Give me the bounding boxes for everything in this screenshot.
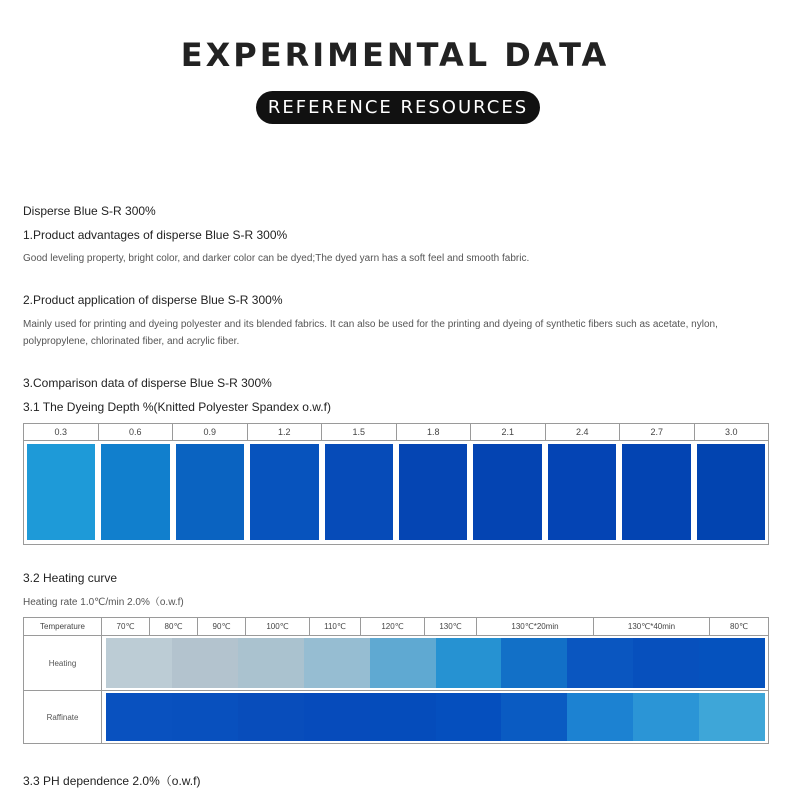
heating-header-cell: 130℃*20min bbox=[477, 618, 594, 635]
heating-header-cell: Temperature bbox=[24, 618, 102, 635]
product-name: Disperse Blue S-R 300% bbox=[23, 204, 156, 218]
raffinate-row bbox=[24, 690, 768, 743]
depth-swatch-cell bbox=[396, 444, 470, 541]
raffinate-color-block bbox=[699, 693, 765, 741]
depth-header-cell: 0.6 bbox=[99, 424, 174, 440]
depth-swatch-cell bbox=[247, 444, 321, 541]
depth-swatch-cell bbox=[173, 444, 247, 541]
depth-swatch-cell bbox=[694, 444, 768, 541]
heating-header-cell: 80℃ bbox=[730, 622, 748, 631]
heating-header-cell: 90℃ bbox=[198, 618, 246, 635]
depth-header-cell: 1.8 bbox=[397, 424, 472, 440]
heating-row bbox=[24, 636, 768, 690]
heating-color-block bbox=[436, 638, 502, 688]
section-3-1-title: 3.1 The Dyeing Depth %(Knitted Polyester Spandex o.w.f) bbox=[23, 400, 331, 414]
dyeing-depth-swatch-row bbox=[24, 441, 768, 544]
depth-header-cell: 2.1 bbox=[471, 424, 546, 440]
heating-color-strip bbox=[102, 636, 768, 690]
color-swatch bbox=[27, 444, 95, 540]
raffinate-row-label: Raffinate bbox=[24, 691, 102, 743]
heating-color-block bbox=[304, 638, 370, 688]
depth-header-cell: 2.7 bbox=[620, 424, 695, 440]
color-swatch bbox=[697, 444, 765, 540]
heating-color-block bbox=[106, 638, 172, 688]
heating-header-cell: 100℃ bbox=[246, 618, 310, 635]
section-3-2-title: 3.2 Heating curve bbox=[23, 571, 118, 585]
section-3-title: 3.Comparison data of disperse Blue S-R 300% bbox=[23, 376, 272, 390]
section-2-text: Mainly used for printing and dyeing polyester and its blended fabrics. It can also be used for the printing and dyeing of synthetic fibers such as acetate, nylon, polypropylene, chlorinated fiber, and acrylic fiber. bbox=[23, 319, 718, 347]
raffinate-color-block bbox=[370, 693, 436, 741]
heating-row-label: Heating bbox=[24, 636, 102, 690]
heating-header-cell: 80℃ bbox=[150, 618, 198, 635]
color-swatch bbox=[250, 444, 318, 540]
heating-rate-text: Heating rate 1.0℃/min 2.0%（o.w.f) bbox=[23, 597, 184, 608]
raffinate-color-block bbox=[238, 693, 304, 741]
raffinate-color-block bbox=[501, 693, 567, 741]
depth-header-cell: 2.4 bbox=[546, 424, 621, 440]
heating-header-cell: 120℃ bbox=[361, 618, 425, 635]
raffinate-color-block bbox=[172, 693, 238, 741]
heating-header-cell: 130℃*40min bbox=[594, 618, 710, 635]
raffinate-color-strip bbox=[102, 691, 768, 743]
heating-curve-table bbox=[23, 617, 769, 744]
depth-swatch-cell bbox=[545, 444, 619, 541]
depth-header-cell: 0.3 bbox=[24, 424, 99, 440]
heating-header-cell: 130℃ bbox=[425, 618, 477, 635]
raffinate-color-block bbox=[567, 693, 633, 741]
raffinate-color-block bbox=[304, 693, 370, 741]
heating-header-cell: 70℃ bbox=[102, 618, 150, 635]
heating-color-block bbox=[238, 638, 304, 688]
heating-header-cell: 110℃ bbox=[310, 618, 361, 635]
depth-swatch-cell bbox=[619, 444, 693, 541]
page-title: EXPERIMENTAL DATA bbox=[180, 36, 610, 74]
section-1-text: Good leveling property, bright color, and darker color can be dyed;The dyed yarn has a soft feel and smooth fabric. bbox=[23, 253, 530, 264]
heating-color-block bbox=[567, 638, 633, 688]
heating-color-block bbox=[699, 638, 765, 688]
depth-header-cell: 0.9 bbox=[173, 424, 248, 440]
dyeing-depth-header-row bbox=[24, 424, 768, 441]
reference-resources-badge: REFERENCE RESOURCES bbox=[256, 91, 540, 124]
color-swatch bbox=[176, 444, 244, 540]
section-2-title: 2.Product application of disperse Blue S-R 300% bbox=[23, 293, 283, 307]
heating-header-row bbox=[24, 618, 768, 636]
depth-header-cell: 3.0 bbox=[724, 427, 738, 437]
color-swatch bbox=[101, 444, 169, 540]
section-1-title: 1.Product advantages of disperse Blue S-R 300% bbox=[23, 228, 288, 242]
depth-swatch-cell bbox=[470, 444, 544, 541]
color-swatch bbox=[473, 444, 541, 540]
color-swatch bbox=[548, 444, 616, 540]
color-swatch bbox=[399, 444, 467, 540]
raffinate-color-block bbox=[633, 693, 699, 741]
depth-header-cell: 1.5 bbox=[322, 424, 397, 440]
depth-swatch-cell bbox=[24, 444, 98, 541]
color-swatch bbox=[622, 444, 690, 540]
depth-header-cell: 1.2 bbox=[248, 424, 323, 440]
heating-color-block bbox=[501, 638, 567, 688]
depth-swatch-cell bbox=[98, 444, 172, 541]
heating-color-block bbox=[633, 638, 699, 688]
raffinate-color-block bbox=[106, 693, 172, 741]
dyeing-depth-table bbox=[23, 423, 769, 545]
color-swatch bbox=[325, 444, 393, 540]
heating-color-block bbox=[172, 638, 238, 688]
depth-swatch-cell bbox=[322, 444, 396, 541]
heating-color-block bbox=[370, 638, 436, 688]
section-3-3-title: 3.3 PH dependence 2.0%（o.w.f) bbox=[23, 774, 201, 788]
raffinate-color-block bbox=[436, 693, 502, 741]
